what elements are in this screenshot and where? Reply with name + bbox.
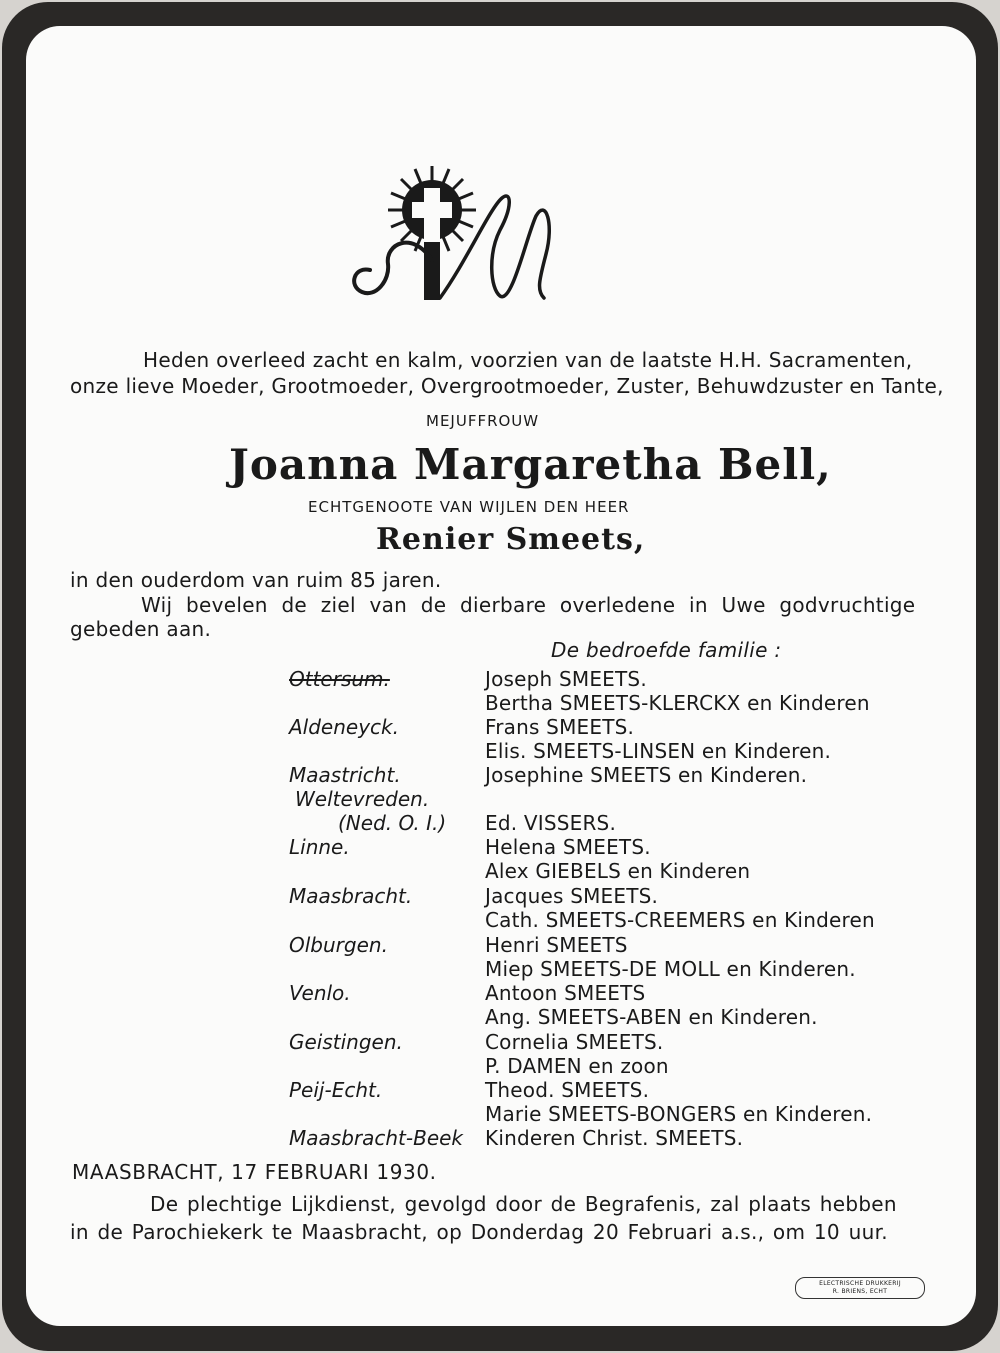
family-member: Ang. SMEETS-ABEN en Kinderen. xyxy=(485,1005,818,1029)
printer-mark xyxy=(795,1277,925,1299)
family-place: Maastricht. xyxy=(289,763,401,787)
family-heading: De bedroefde familie : xyxy=(551,638,782,662)
family-member: Elis. SMEETS-LINSEN en Kinderen. xyxy=(485,739,832,763)
family-member: Marie SMEETS-BONGERS en Kinderen. xyxy=(485,1102,873,1126)
family-place: Aldeneyck. xyxy=(289,715,399,739)
family-member: Kinderen Christ. SMEETS. xyxy=(485,1126,744,1150)
prayer-line-1: Wij bevelen de ziel van de dierbare overledene in Uwe godvruchtige xyxy=(141,593,916,617)
family-member: Antoon SMEETS xyxy=(485,981,646,1005)
family-place: Olburgen. xyxy=(289,933,388,957)
family-member: Miep SMEETS-DE MOLL en Kinderen. xyxy=(485,957,856,981)
family-member: Cath. SMEETS-CREEMERS en Kinderen xyxy=(485,908,875,932)
family-place: Venlo. xyxy=(289,981,351,1005)
family-member: Jacques SMEETS. xyxy=(485,884,659,908)
funeral-line-1: De plechtige Lijkdienst, gevolgd door de Begrafenis, zal plaats hebben xyxy=(150,1192,897,1216)
radiant-cross-monogram-icon xyxy=(340,158,556,308)
spouse-name: Renier Smeets, xyxy=(376,522,646,557)
intro-line-1: Heden overleed zacht en kalm, voorzien van de laatste H.H. Sacramenten, xyxy=(143,348,913,372)
family-place: Maasbracht. xyxy=(289,884,413,908)
deceased-name: Joanna Margaretha Bell, xyxy=(229,440,832,489)
honorific: MEJUFFROUW xyxy=(426,412,540,430)
funeral-line-2: in de Parochiekerk te Maasbracht, op Donderdag 20 Februari a.s., om 10 uur. xyxy=(70,1220,888,1244)
family-member: P. DAMEN en zoon xyxy=(485,1054,669,1078)
printer-line-2: R. BRIENS, ECHT xyxy=(832,1288,888,1295)
family-member: Helena SMEETS. xyxy=(485,835,651,859)
intro-line-2: onze lieve Moeder, Grootmoeder, Overgrootmoeder, Zuster, Behuwdzuster en Tante, xyxy=(70,374,944,398)
family-place: Geistingen. xyxy=(289,1030,403,1054)
family-place: Linne. xyxy=(289,835,350,859)
family-place: Ottersum. xyxy=(289,667,390,691)
age-line: in den ouderdom van ruim 85 jaren. xyxy=(70,568,442,592)
family-member: Theod. SMEETS. xyxy=(485,1078,650,1102)
prayer-line-2: gebeden aan. xyxy=(70,617,212,641)
family-member: Josephine SMEETS en Kinderen. xyxy=(485,763,808,787)
family-member: Frans SMEETS. xyxy=(485,715,635,739)
family-member: Joseph SMEETS. xyxy=(485,667,647,691)
family-place: (Ned. O. I.) xyxy=(338,811,447,835)
family-member: Alex GIEBELS en Kinderen xyxy=(485,859,751,883)
family-member: Ed. VISSERS. xyxy=(485,811,617,835)
family-member: Cornelia SMEETS. xyxy=(485,1030,664,1054)
printer-line-1: ELECTRISCHE DRUKKERIJ xyxy=(819,1280,901,1287)
family-place: Weltevreden. xyxy=(295,787,430,811)
family-place: Maasbracht-Beek xyxy=(289,1126,464,1150)
dateline: MAASBRACHT, 17 FEBRUARI 1930. xyxy=(72,1160,437,1184)
family-member: Henri SMEETS xyxy=(485,933,628,957)
family-place: Peij-Echt. xyxy=(289,1078,383,1102)
spouse-prefix: ECHTGENOOTE VAN WIJLEN DEN HEER xyxy=(308,498,630,516)
family-member: Bertha SMEETS-KLERCKX en Kinderen xyxy=(485,691,870,715)
